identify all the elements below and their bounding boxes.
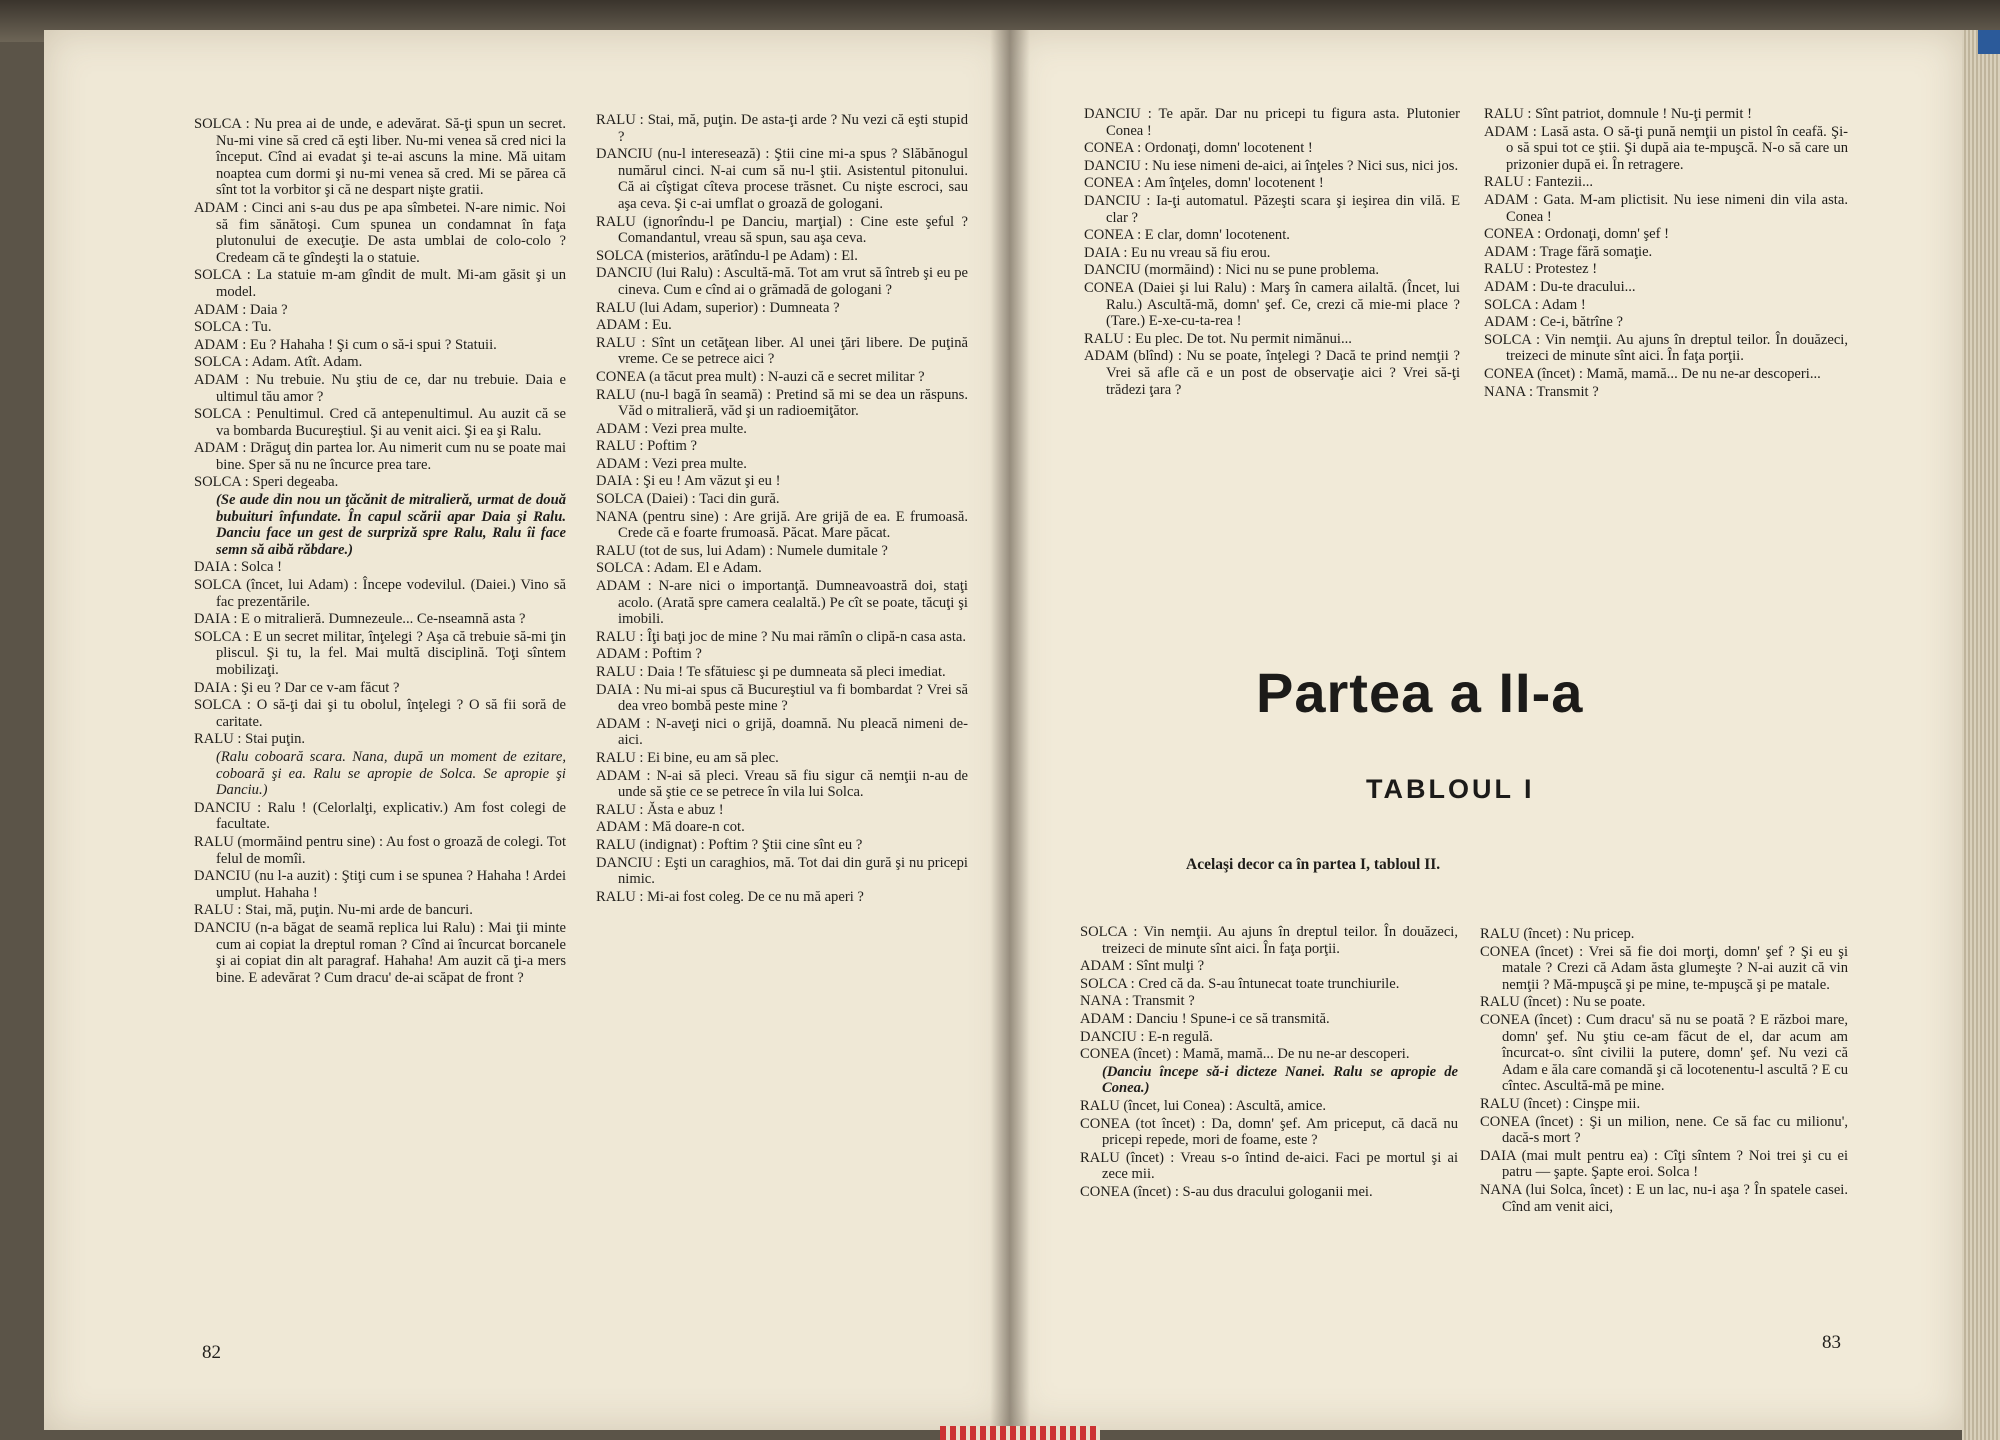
dialogue-line: RALU : Protestez ! [1484, 261, 1598, 278]
dialogue-line: SOLCA : E un secret militar, înţelegi ? Aşa că trebuie să-mi ţin pliscul. Şi tu, la fel. Mai multă disciplină. Toţi sîntem mobilizaţi. [194, 628, 566, 678]
bookmark-ribbon [1978, 30, 2000, 54]
dialogue-line: CONEA : Ordonaţi, domn' şef ! [1484, 226, 1670, 243]
dialogue-line: SOLCA (misterios, arătîndu-l pe Adam) : El. [596, 247, 858, 264]
dialogue-line: CONEA (a tăcut prea mult) : N-auzi că e secret militar ? [596, 368, 925, 385]
dialogue-line: ADAM : Drăguţ din partea lor. Au nimerit cum nu se poate mai bine. Sper să nu ne încurce prea tare. [194, 440, 566, 473]
dialogue-line: ADAM : Nu trebuie. Nu ştiu de ce, dar nu trebuie. Daia e ultimul tău amor ? [194, 371, 566, 405]
dialogue-line: RALU : Fantezii... [1484, 174, 1594, 191]
dialogue-line: RALU (ignorîndu-l pe Danciu, marţial) : Cine este şeful ? Comandantul, vreau să spun, sau aşa ceva. [596, 213, 968, 247]
dialogue-line: DANCIU : Eşti un caraghios, mă. Tot dai din gură şi nu pricepi nimic. [596, 854, 968, 888]
dialogue-line: ADAM : Poftim ? [596, 646, 702, 663]
dialogue-line: RALU (lui Adam, superior) : Dumneata ? [596, 299, 840, 316]
dialogue-line: RALU : Stai, mă, puţin. Nu-mi arde de bancuri. [194, 902, 473, 919]
dialogue-line: DAIA : Şi eu ! Am văzut şi eu ! [596, 473, 781, 490]
dialogue-line: SOLCA : Vin nemţii. Au ajuns în dreptul teilor. În douăzeci, treizeci de minute sînt aici. În faţa porţii. [1484, 331, 1848, 365]
dialogue-line: NANA : Transmit ? [1484, 383, 1599, 400]
dialogue-line: DANCIU (lui Ralu) : Ascultă-mă. Tot am vrut să întreb şi eu pe cineva. Cum e cînd ai o grămadă de gologani ? [596, 265, 968, 298]
dialogue-line: SOLCA (Daiei) : Taci din gură. [596, 491, 780, 508]
dialogue-line: DAIA : E o mitralieră. Dumnezeule... Ce-nseamnă asta ? [194, 611, 526, 628]
dialogue-line: RALU : Ăsta e abuz ! [596, 801, 724, 818]
dialogue-line: NANA (lui Solca, încet) : E un lac, nu-i aşa ? În spatele casei. Cînd am venit aici, [1480, 1181, 1848, 1215]
dialogue-line: CONEA (Daiei şi lui Ralu) : Marş în camera ailaltă. (Încet, lui Ralu.) Ascultă-mă, domn' şef. Ce, crezi că mie-mi place ? (Tare.) E-xe-cu-ta-rea ! [1084, 279, 1460, 330]
dialogue-line: CONEA (încet) : Şi un milion, nene. Ce să fac cu milionu', dacă-s mort ? [1480, 1113, 1848, 1147]
dialogue-line: RALU : Eu plec. De tot. Nu permit nimănui... [1084, 330, 1352, 347]
dialogue-line: RALU : Sînt patriot, domnule ! Nu-ţi permit ! [1484, 106, 1752, 122]
dialogue-line: DANCIU : Ia-ţi automatul. Păzeşti scara şi ieşirea din vilă. E clar ? [1084, 192, 1460, 226]
stage-setting-note: Acelaşi decor ca în partea I, tabloul II. [1186, 856, 1441, 873]
tableau-heading: TABLOUL I [1366, 774, 1535, 804]
dialogue-line: SOLCA : Penultimul. Cred că antepenultimul. Au auzit că se va bombarda Bucureştiul. Şi au venit aici. Şi ea şi Ralu. [194, 406, 566, 439]
dialogue-line: RALU (tot de sus, lui Adam) : Numele dumitale ? [596, 542, 888, 559]
dialogue-line: CONEA : E clar, domn' locotenent. [1084, 227, 1290, 244]
dialogue-line: RALU : Stai puţin. [194, 731, 306, 748]
dialogue-line: ADAM : Cinci ani s-au dus pe apa sîmbetei. N-are nimic. Noi să fim sănătoşi. Cum spunea un condamnat în faţa plutonului de execuţie. De asta umblai de colo-colo ? Credeam că te gîndeşti la o statuie. [194, 199, 566, 266]
dialogue-line: RALU : Stai, mă, puţin. De asta-ţi arde ? Nu vezi că eşti stupid ? [596, 112, 968, 145]
dialogue-line: DANCIU : Ralu ! (Celorlalţi, explicativ.) Am fost colegi de facultate. [194, 799, 566, 833]
dialogue-line: ADAM : Mă doare-n cot. [596, 819, 745, 836]
dialogue-line: RALU (încet) : Vreau s-o întind de-aici. Faci pe mortul şi ai zece mii. [1080, 1149, 1458, 1183]
dialogue-line: ADAM : Sînt mulţi ? [1080, 958, 1205, 975]
dialogue-line: ADAM : Vezi prea multe. [596, 420, 747, 437]
right-page-column-4 [1480, 926, 1848, 1216]
stage-direction: (Ralu coboară scara. Nana, după un moment de ezitare, coboară şi ea. Ralu se apropie de Solca. Se apropie şi Danciu.) [216, 748, 566, 799]
dialogue-line: SOLCA : Vin nemţii. Au ajuns în dreptul teilor. În douăzeci, treizeci de minute sînt aici. În faţa porţii. [1080, 924, 1458, 957]
dialogue-line: RALU (mormăind pentru sine) : Au fost o groază de colegi. Tot felul de momîi. [194, 833, 566, 867]
dialogue-line: ADAM : Ce-i, bătrîne ? [1484, 314, 1624, 331]
dialogue-line: DANCIU (nu-l interesează) : Ştii cine mi-a spus ? Slăbănogul numărul cinci. N-ai cum să nu-l ştii. Asistentul pitonului. Că ai cîştigat cîteva procese trăsnet. Cu nişte escroci, sau aşa ceva. Şi c-ai umflat o groază de gologani. [596, 146, 968, 212]
spine-label-strip [940, 1426, 1100, 1440]
dialogue-line: DAIA : Solca ! [194, 559, 282, 576]
dialogue-line: ADAM : Du-te dracului... [1484, 278, 1636, 295]
dialogue-line: RALU (încet) : Cinşpe mii. [1480, 1095, 1641, 1112]
left-page-column-1 [194, 116, 566, 987]
dialogue-line: CONEA : Ordonaţi, domn' locotenent ! [1084, 140, 1313, 157]
dialogue-line: DAIA : Nu mi-ai spus că Bucureştiul va fi bombardat ? Vrei să dea vreo bombă peste mine ? [596, 681, 968, 715]
dialogue-line: RALU (încet) : Nu pricep. [1480, 926, 1635, 942]
dialogue-line: ADAM : Trage fără somaţie. [1484, 243, 1653, 260]
book-gutter [990, 30, 1030, 1430]
dialogue-line: ADAM : Eu. [596, 317, 672, 334]
dialogue-line: SOLCA : O să-ţi dai şi tu obolul, înţelegi ? O să fii soră de caritate. [194, 697, 566, 730]
right-page-column-3 [1080, 924, 1458, 1202]
dialogue-line: DAIA (mai mult pentru ea) : Cîţi sîntem ? Noi trei şi cu ei patru — şapte. Şapte eroi. Solca ! [1480, 1147, 1848, 1181]
dialogue-line: ADAM : Lasă asta. O să-ţi pună nemţii un pistol în ceafă. Şi-o să spui tot ce ştii. Şi după aia te-mpuşcă. N-o să care un prizonier după ei. În retragere. [1484, 123, 1848, 173]
dialogue-line: CONEA (încet) : Mamă, mamă... De nu ne-ar descoperi. [1080, 1046, 1410, 1063]
stage-direction: (Se aude din nou un ţăcănit de mitralieră, urmat de două bubuituri înfundate. În capul scării apar Daia şi Ralu. Danciu face un gest de surpriză spre Ralu, Ralu îi face semn să aibă răbdare.) [216, 492, 566, 558]
dialogue-line: DANCIU : E-n regulă. [1080, 1028, 1213, 1045]
dialogue-line: ADAM : Vezi prea multe. [596, 455, 747, 472]
page-number-right: 83 [1822, 1332, 1841, 1353]
dialogue-line: NANA (pentru sine) : Are grijă. Are grijă de ea. E frumoasă. Crede că e foarte frumoasă. Păcat. Mare păcat. [596, 508, 968, 542]
dialogue-line: DANCIU : Te apăr. Dar nu pricepi tu figura asta. Plutonier Conea ! [1084, 106, 1460, 139]
dialogue-line: SOLCA : La statuie m-am gîndit de mult. Mi-am găsit şi un model. [194, 267, 566, 300]
dialogue-line: NANA : Transmit ? [1080, 993, 1195, 1010]
page-number-left: 82 [202, 1342, 221, 1363]
dialogue-line: RALU : Mi-ai fost coleg. De ce nu mă aperi ? [596, 888, 864, 905]
dialogue-line: RALU : Daia ! Te sfătuiesc şi pe dumneata să pleci imediat. [596, 664, 946, 680]
dialogue-line: RALU : Ei bine, eu am să plec. [596, 749, 779, 766]
stage-direction: (Danciu începe să-i dicteze Nanei. Ralu se apropie de Conea.) [1102, 1063, 1458, 1097]
dialogue-line: CONEA (încet) : Cum dracu' să nu se poată ? E război mare, domn' şef. Nu ştiu ce-am făcut de el, dar acum am încurcat-o. sînt civilii la putere, domn' şef. Nu vezi că Adam e ăla care comandă şi că locotenentu-l ascultă ? E cu cîntec. Ascultă-mă pe mine. [1480, 1011, 1848, 1095]
dialogue-line: RALU (indignat) : Poftim ? Ştii cine sînt eu ? [596, 836, 863, 853]
dialogue-line: RALU (încet) : Nu se poate. [1480, 994, 1646, 1011]
dialogue-line: ADAM : N-aveţi nici o grijă, doamnă. Nu pleacă nimeni de-aici. [596, 715, 968, 749]
dialogue-line: ADAM (blînd) : Nu se poate, înţelegi ? Dacă te prind nemţii ? Vrei să afle că e un post de observaţie aici ? Vrei să-ţi trădezi ţara ? [1084, 348, 1460, 398]
dialogue-line: CONEA : Am înţeles, domn' locotenent ! [1084, 175, 1324, 192]
dialogue-line: SOLCA (încet, lui Adam) : Începe vodevilul. (Daiei.) Vino să fac prezentările. [194, 577, 566, 610]
dialogue-line: ADAM : N-ai să pleci. Vreau să fiu sigur că nemţii n-au de unde să ştie ce se petrece în vila lui Solca. [596, 767, 968, 801]
dialogue-line: DANCIU (n-a băgat de seamă replica lui Ralu) : Mai ţii minte cum ai copiat la dreptul roman ? Cînd ai încurcat borcanele şi ai copiat din alt paragraf. Hahaha! Am auzit că ţi-a mers bine. E adevărat ? Cum dracu' de-ai scăpat de front ? [194, 919, 566, 986]
dialogue-line: ADAM : Daia ? [194, 301, 288, 318]
dialogue-line: SOLCA : Cred că da. S-au întunecat toate trunchiurile. [1080, 975, 1400, 992]
dialogue-line: RALU : Sînt un cetăţean liber. Al unei ţări libere. De puţină vreme. Ce se petrece aici ? [596, 334, 968, 368]
dialogue-line: SOLCA : Adam ! [1484, 296, 1586, 313]
dialogue-line: SOLCA : Tu. [194, 319, 272, 336]
dialogue-line: SOLCA : Speri degeaba. [194, 474, 339, 491]
dialogue-line: DAIA : Şi eu ? Dar ce v-am făcut ? [194, 679, 400, 696]
right-page-column-2 [1484, 106, 1848, 401]
dialogue-line: DAIA : Eu nu vreau să fiu erou. [1084, 244, 1271, 261]
dialogue-line: RALU : Poftim ? [596, 438, 697, 455]
dialogue-line: CONEA (încet) : Mamă, mamă... De nu ne-ar descoperi... [1484, 365, 1821, 382]
dialogue-line: ADAM : Gata. M-am plictisit. Nu iese nimeni din vila asta. Conea ! [1484, 191, 1848, 225]
dialogue-line: DANCIU (nu l-a auzit) : Ştiţi cum i se spunea ? Hahaha ! Ardei umplut. Hahaha ! [194, 868, 566, 901]
dialogue-line: ADAM : Eu ? Hahaha ! Şi cum o să-i spui ? Statuii. [194, 336, 497, 353]
dialogue-line: DANCIU (mormăind) : Nici nu se pune problema. [1084, 262, 1380, 279]
right-page-column-1 [1084, 106, 1460, 399]
dialogue-line: ADAM : N-are nici o importanţă. Dumneavoastră doi, staţi acolo. (Arată spre camera cealaltă.) Pe cît se poate, tăcuţi şi imobili. [596, 578, 968, 628]
dialogue-line: CONEA (încet) : S-au dus dracului gologanii mei. [1080, 1183, 1373, 1200]
dialogue-line: DANCIU : Nu iese nimeni de-aici, ai înţeles ? Nici sus, nici jos. [1084, 157, 1459, 174]
dialogue-line: RALU (nu-l bagă în seamă) : Pretind să mi se dea un răspuns. Văd o mitralieră, văd şi un radioemiţător. [596, 386, 968, 420]
left-page-column-2 [596, 112, 968, 906]
page-edges [1962, 30, 2000, 1440]
dialogue-line: RALU : Îţi baţi joc de mine ? Nu mai rămîn o clipă-n casa asta. [596, 628, 966, 645]
dialogue-line: RALU (încet, lui Conea) : Ascultă, amice. [1080, 1097, 1326, 1114]
dialogue-line: ADAM : Danciu ! Spune-i ce să transmită. [1080, 1010, 1330, 1027]
dialogue-line: SOLCA : Adam. Atît. Adam. [194, 354, 363, 371]
dialogue-line: SOLCA : Nu prea ai de unde, e adevărat. Să-ţi spun un secret. Nu-mi vine să cred că eşti liber. Nu-mi venea să cred nici la început. Cînd ai evadat şi te-ai ascuns la mine. Mă uitam noaptea cum dormi şi nu-mi venea să cred. Mi se părea că sînt tot la vorbitor şi că ne despart nişte gratii. [194, 116, 566, 199]
dialogue-line: CONEA (tot încet) : Da, domn' şef. Am priceput, că dacă nu pricepi repede, mori de foame, este ? [1080, 1115, 1458, 1149]
dialogue-line: CONEA (încet) : Vrei să fie doi morţi, domn' şef ? Şi eu şi matale ? Crezi că Adam ăsta glumeşte ? N-ai auzit că vin nemţii ? Mă-mpuşcă şi pe mine, te-mpuşcă şi pe matale. [1480, 943, 1848, 993]
part-title: Partea a II-a [1256, 661, 1584, 724]
dialogue-line: SOLCA : Adam. El e Adam. [596, 560, 762, 577]
